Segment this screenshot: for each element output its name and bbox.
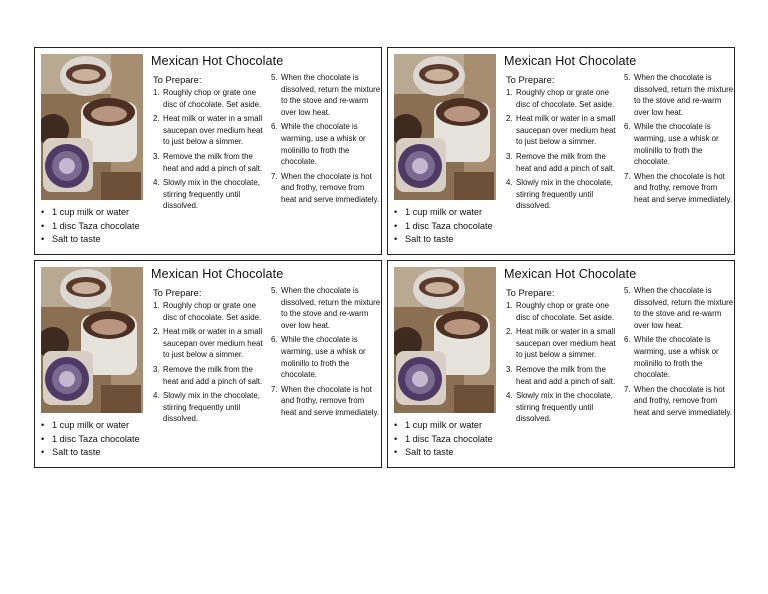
step-number: 7. — [271, 171, 278, 181]
steps-column-right — [271, 285, 381, 422]
ingredient-list — [39, 206, 140, 247]
ingredient-item: • Salt to taste — [392, 446, 493, 460]
step-text: Slowly mix in the chocolate, stirring frequently until dissolved. — [516, 178, 613, 211]
step-text: When the chocolate is hot and frothy, remove from heat and serve immediately. — [634, 384, 733, 417]
step-item — [153, 87, 265, 110]
step-item — [506, 390, 618, 425]
ingredient-list — [392, 206, 493, 247]
step-item — [153, 390, 265, 425]
step-number: 6. — [624, 122, 631, 132]
step-number: 6. — [271, 335, 278, 345]
step-text: When the chocolate is hot and frothy, remove from heat and serve immediately. — [634, 171, 733, 204]
step-text: While the chocolate is warming, use a whisk or molinillo to froth the chocolate. — [634, 335, 719, 380]
step-item — [153, 177, 265, 212]
step-number: 1. — [153, 301, 160, 310]
step-text: When the chocolate is dissolved, return the mixture to the stove and re-warm over low heat. — [281, 73, 381, 117]
step-text: Heat milk or water in a small saucepan over medium heat to just below a simmer. — [516, 327, 616, 360]
steps-column-left — [506, 300, 618, 428]
step-text: When the chocolate is dissolved, return the mixture to the stove and re-warm over low heat. — [634, 73, 734, 117]
recipe-card — [34, 47, 382, 255]
step-number: 1. — [506, 88, 513, 97]
ingredient-list — [392, 419, 493, 460]
step-text: Remove the milk from the heat and add a pinch of salt. — [163, 151, 263, 173]
step-text: Heat milk or water in a small saucepan over medium heat to just below a simmer. — [516, 114, 616, 147]
step-item — [506, 177, 618, 212]
ingredient-item: • 1 disc Taza chocolate — [392, 433, 493, 447]
step-number: 4. — [153, 178, 160, 188]
step-number: 3. — [506, 151, 513, 161]
step-item — [271, 285, 381, 331]
step-item — [506, 326, 618, 361]
hot-chocolate-photo — [394, 54, 496, 200]
steps-column-left — [153, 87, 265, 215]
step-text: Roughly chop or grate one disc of chocolate. Set aside. — [163, 88, 262, 109]
step-item — [271, 384, 381, 419]
step-item — [506, 300, 618, 323]
step-number: 1. — [153, 88, 160, 97]
ingredient-item: • 1 disc Taza chocolate — [39, 220, 140, 234]
step-item — [153, 364, 265, 387]
step-item — [153, 151, 265, 174]
step-number: 5. — [271, 286, 278, 295]
hot-chocolate-photo — [41, 267, 143, 413]
step-number: 7. — [624, 384, 631, 394]
step-number: 3. — [153, 364, 160, 374]
prepare-heading: To Prepare: — [506, 74, 555, 85]
step-item — [506, 364, 618, 387]
steps-column-left — [506, 87, 618, 215]
step-number: 6. — [271, 122, 278, 132]
hot-chocolate-photo — [394, 267, 496, 413]
step-text: Roughly chop or grate one disc of chocolate. Set aside. — [163, 301, 262, 322]
recipe-card — [387, 260, 735, 468]
step-item — [506, 87, 618, 110]
prepare-heading: To Prepare: — [506, 287, 555, 298]
step-item — [153, 113, 265, 148]
steps-column-left — [153, 300, 265, 428]
step-number: 3. — [153, 151, 160, 161]
step-text: When the chocolate is hot and frothy, remove from heat and serve immediately. — [281, 384, 380, 417]
step-text: While the chocolate is warming, use a whisk or molinillo to froth the chocolate. — [281, 122, 366, 167]
steps-column-right — [624, 285, 734, 422]
recipe-card — [387, 47, 735, 255]
steps-column-right — [271, 72, 381, 209]
recipe-title: Mexican Hot Chocolate — [504, 54, 637, 68]
step-number: 4. — [506, 178, 513, 188]
step-text: While the chocolate is warming, use a whisk or molinillo to froth the chocolate. — [634, 122, 719, 167]
ingredient-item: • 1 disc Taza chocolate — [392, 220, 493, 234]
step-number: 7. — [271, 384, 278, 394]
step-item — [271, 171, 381, 206]
step-item — [271, 334, 381, 380]
step-item — [624, 171, 734, 206]
ingredient-item: • 1 cup milk or water — [39, 206, 140, 220]
recipe-title: Mexican Hot Chocolate — [151, 54, 284, 68]
step-number: 2. — [153, 327, 160, 337]
step-item — [624, 334, 734, 380]
step-item — [153, 300, 265, 323]
step-text: Slowly mix in the chocolate, stirring frequently until dissolved. — [163, 391, 260, 424]
step-item — [506, 113, 618, 148]
step-item — [271, 121, 381, 167]
ingredient-item: • 1 disc Taza chocolate — [39, 433, 140, 447]
recipe-card — [34, 260, 382, 468]
step-number: 5. — [624, 73, 631, 82]
step-number: 6. — [624, 335, 631, 345]
prepare-heading: To Prepare: — [153, 287, 202, 298]
step-number: 2. — [506, 327, 513, 337]
prepare-heading: To Prepare: — [153, 74, 202, 85]
step-text: When the chocolate is dissolved, return the mixture to the stove and re-warm over low heat. — [281, 286, 381, 330]
recipe-title: Mexican Hot Chocolate — [504, 267, 637, 281]
step-text: Heat milk or water in a small saucepan over medium heat to just below a simmer. — [163, 327, 263, 360]
step-number: 2. — [153, 114, 160, 124]
ingredient-item: • Salt to taste — [392, 233, 493, 247]
step-number: 3. — [506, 364, 513, 374]
step-number: 1. — [506, 301, 513, 310]
step-number: 2. — [506, 114, 513, 124]
ingredient-item: • Salt to taste — [39, 233, 140, 247]
step-item — [624, 72, 734, 118]
recipe-title: Mexican Hot Chocolate — [151, 267, 284, 281]
step-text: Heat milk or water in a small saucepan over medium heat to just below a simmer. — [163, 114, 263, 147]
step-number: 5. — [271, 73, 278, 82]
ingredient-item: • 1 cup milk or water — [392, 206, 493, 220]
step-text: Slowly mix in the chocolate, stirring frequently until dissolved. — [163, 178, 260, 211]
step-number: 7. — [624, 171, 631, 181]
step-text: Roughly chop or grate one disc of chocolate. Set aside. — [516, 88, 615, 109]
step-text: Slowly mix in the chocolate, stirring frequently until dissolved. — [516, 391, 613, 424]
step-item — [624, 384, 734, 419]
ingredient-item: • 1 cup milk or water — [392, 419, 493, 433]
step-number: 4. — [506, 391, 513, 401]
step-text: Remove the milk from the heat and add a pinch of salt. — [516, 364, 616, 386]
ingredient-list — [39, 419, 140, 460]
step-text: When the chocolate is hot and frothy, remove from heat and serve immediately. — [281, 171, 380, 204]
ingredient-item: • 1 cup milk or water — [39, 419, 140, 433]
ingredient-item: • Salt to taste — [39, 446, 140, 460]
step-item — [506, 151, 618, 174]
step-number: 4. — [153, 391, 160, 401]
step-number: 5. — [624, 286, 631, 295]
step-text: Remove the milk from the heat and add a pinch of salt. — [516, 151, 616, 173]
step-text: While the chocolate is warming, use a whisk or molinillo to froth the chocolate. — [281, 335, 366, 380]
step-text: Remove the milk from the heat and add a pinch of salt. — [163, 364, 263, 386]
steps-column-right — [624, 72, 734, 209]
step-item — [271, 72, 381, 118]
step-text: When the chocolate is dissolved, return the mixture to the stove and re-warm over low heat. — [634, 286, 734, 330]
step-item — [624, 121, 734, 167]
step-text: Roughly chop or grate one disc of chocolate. Set aside. — [516, 301, 615, 322]
hot-chocolate-photo — [41, 54, 143, 200]
step-item — [624, 285, 734, 331]
step-item — [153, 326, 265, 361]
